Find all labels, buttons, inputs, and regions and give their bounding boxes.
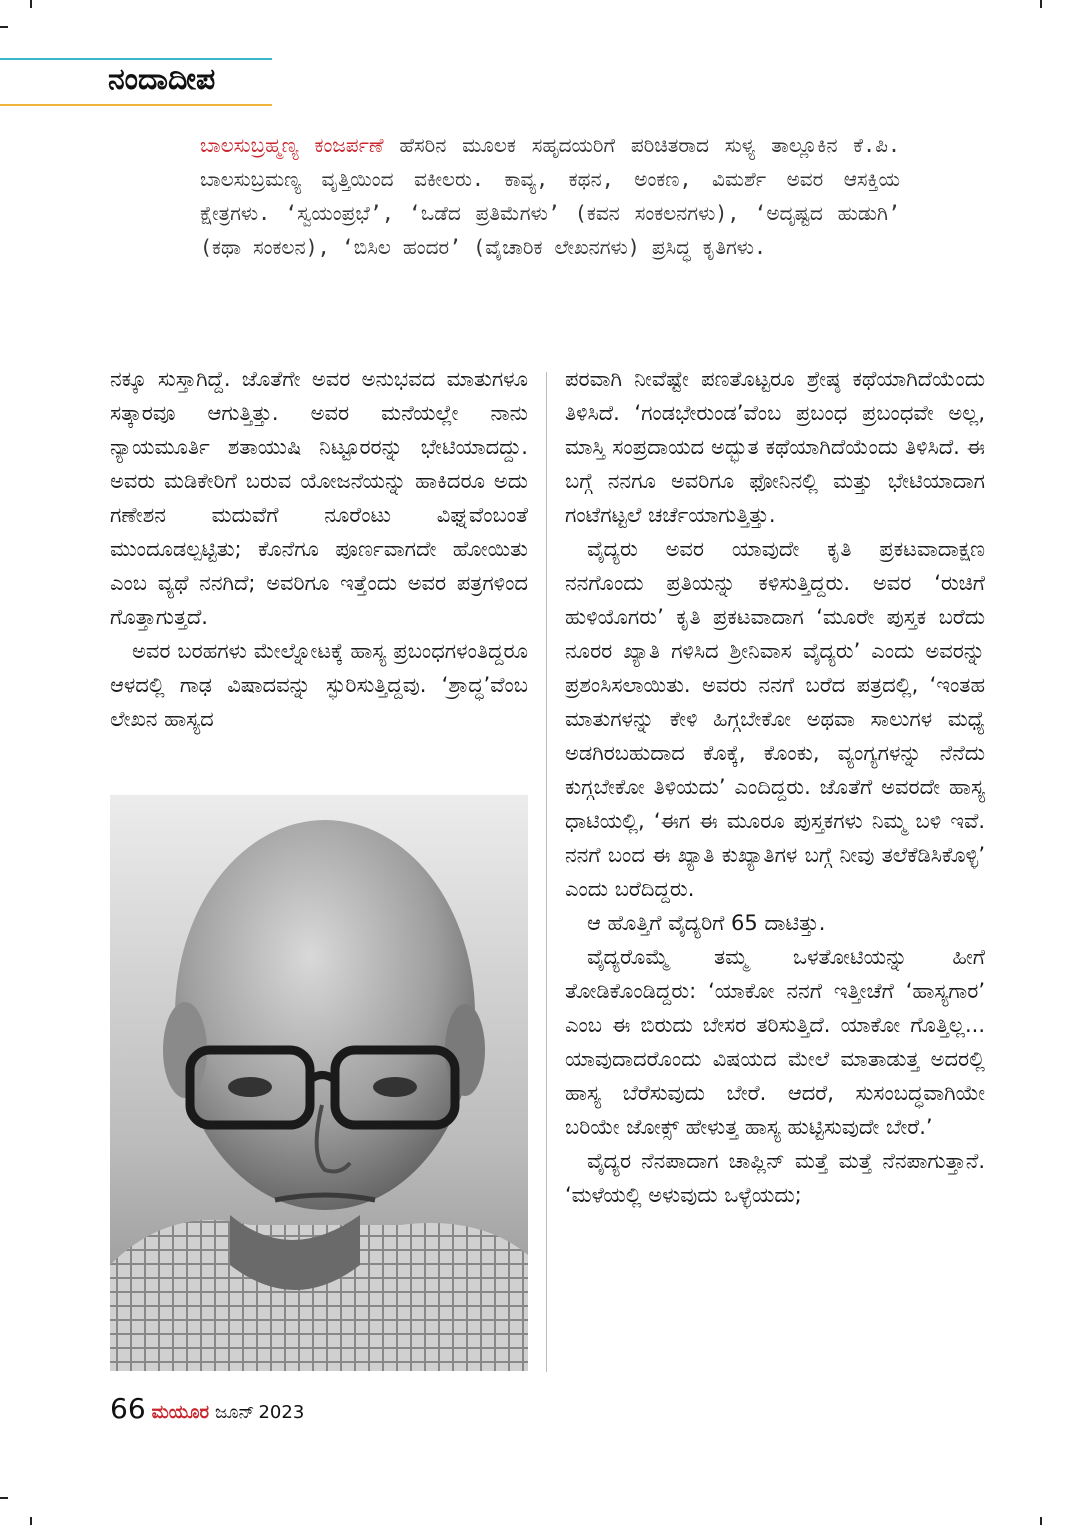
paragraph: ಅವರ ಬರಹಗಳು ಮೇಲ್ನೋಟಕ್ಕೆ ಹಾಸ್ಯ ಪ್ರಬಂಧಗಳಂತಿದ್ದರೂ ಆಳದಲ್ಲಿ ಗಾಢ ವಿಷಾದವನ್ನು ಸ್ಫುರಿಸುತ್ತಿದ್ದವು. ‘ಶ್ರಾದ್ಧ’ವೆಂಬ ಲೇಖನ ಹಾಸ್ಯದ (110, 639, 528, 731)
section-title: ನಂದಾದೀಪ (108, 62, 216, 97)
crop-mark (0, 1497, 8, 1499)
paragraph: ಪರವಾಗಿ ನೀವೆಷ್ಟೇ ಪಣತೊಟ್ಟರೂ ಶ್ರೇಷ್ಠ ಕಥೆಯಾಗಿದೆಯೆಂದು ತಿಳಿಸಿದೆ. ‘ಗಂಡಭೇರುಂಡ’ವೆಂಬ ಪ್ರಬಂಧ ಪ್ರಬಂಧವೇ ಅಲ್ಲ, ಮಾಸ್ತಿ ಸಂಪ್ರದಾಯದ ಅದ್ಭುತ ಕಥೆಯಾಗಿದೆಯೆಂದು ತಿಳಿಸಿದೆ. ಈ ಬಗ್ಗೆ ನನಗೂ ಅವರಿಗೂ ಫೋನಿನಲ್ಲಿ ಮತ್ತು ಭೇಟಿಯಾದಾಗ ಗಂಟೆಗಟ್ಟಲೆ ಚರ್ಚೆಯಾಗುತ್ತಿತ್ತು. (565, 367, 985, 527)
crop-mark (30, 0, 32, 8)
paragraph: ನಕ್ಕೂ ಸುಸ್ತಾಗಿದ್ದೆ. ಜೊತೆಗೇ ಅವರ ಅನುಭವದ ಮಾತುಗಳೂ ಸತ್ಕಾರವೂ ಆಗುತ್ತಿತ್ತು. ಅವರ ಮನೆಯಲ್ಲೇ ನಾನು ನ್ಯಾಯಮೂರ್ತಿ ಶತಾಯುಷಿ ನಿಟ್ಟೂರರನ್ನು ಭೇಟಿಯಾದದ್ದು. ಅವರು ಮಡಿಕೇರಿಗೆ ಬರುವ ಯೋಜನೆಯನ್ನು ಹಾಕಿದರೂ ಅದು ಗಣೇಶನ ಮದುವೆಗೆ ನೂರೆಂಟು ವಿಘ್ನವೆಂಬಂತೆ ಮುಂದೂಡಲ್ಪಟ್ಟಿತು; ಕೊನೆಗೂ ಪೂರ್ಣವಾಗದೇ ಹೋಯಿತು ಎಂಬ ವ್ಯಥೆ ನನಗಿದೆ; ಅವರಿಗೂ ಇತ್ತೆಂದು ಅವರ ಪತ್ರಗಳಿಂದ ಗೊತ್ತಾಗುತ್ತದೆ. (110, 367, 528, 629)
author-portrait-photo (110, 795, 528, 1371)
magazine-name: ಮಯೂರ (151, 1402, 210, 1423)
left-column (110, 362, 528, 736)
crop-mark (30, 1517, 32, 1525)
crop-mark (1040, 1517, 1042, 1525)
crop-mark (0, 26, 8, 28)
right-column (565, 362, 985, 1212)
page-footer (110, 1392, 304, 1425)
column-divider (546, 372, 547, 1372)
header-rule-top (0, 58, 272, 60)
crop-mark (1040, 0, 1042, 8)
header-rule-bottom (0, 104, 272, 106)
issue-month: ಜೂನ್ (215, 1402, 255, 1423)
paragraph: ಆ ಹೊತ್ತಿಗೆ ವೈದ್ಯರಿಗೆ 65 ದಾಟಿತ್ತು. (587, 911, 826, 935)
paragraph: ವೈದ್ಯರೊಮ್ಮೆ ತಮ್ಮ ಒಳತೋಟಿಯನ್ನು ಹೀಗೆ ತೋಡಿಕೊಂಡಿದ್ದರು: ‘ಯಾಕೋ ನನಗೆ ಇತ್ತೀಚೆಗೆ ‘ಹಾಸ್ಯಗಾರ’ ಎಂಬ ಈ ಬಿರುದು ಬೇಸರ ತರಿಸುತ್ತಿದೆ. ಯಾಕೋ ಗೊತ್ತಿಲ್ಲ... ಯಾವುದಾದರೊಂದು ವಿಷಯದ ಮೇಲೆ ಮಾತಾಡುತ್ತ ಅದರಲ್ಲಿ ಹಾಸ್ಯ ಬೆರೆಸುವುದು ಬೇರೆ. ಆದರೆ, ಸುಸಂಬದ್ಧವಾಗಿಯೇ ಬರಿಯೇ ಜೋಕ್ಸ್ ಹೇಳುತ್ತ ಹಾಸ್ಯ ಹುಟ್ಟಿಸುವುದೇ ಬೇರೆ.’ (565, 945, 985, 1139)
issue-year: 2023 (258, 1402, 305, 1423)
author-name: ಬಾಲಸುಬ್ರಹ್ಮಣ್ಯ ಕಂಜರ್ಪಣೆ (200, 133, 384, 157)
author-bio (200, 128, 900, 264)
portrait-illustration (110, 795, 528, 1371)
bio-text: ಹೆಸರಿನ ಮೂಲಕ ಸಹೃದಯರಿಗೆ ಪರಿಚಿತರಾದ ಸುಳ್ಯ ತಾಲ್ಲೂಕಿನ ಕೆ.ಪಿ. ಬಾಲಸುಬ್ರಮಣ್ಯ ವೃತ್ತಿಯಿಂದ ವಕೀಲರು. ಕಾವ್ಯ, ಕಥನ, ಅಂಕಣ, ವಿಮರ್ಶೆ ಅವರ ಆಸಕ್ತಿಯ ಕ್ಷೇತ್ರಗಳು. ‘ಸ್ವಯಂಪ್ರಭೆ’, ‘ಒಡೆದ ಪ್ರತಿಮೆಗಳು’ (ಕವನ ಸಂಕಲನಗಳು), ‘ಅದೃಷ್ಟದ ಹುಡುಗಿ’ (ಕಥಾ ಸಂಕಲನ), ‘ಬಿಸಿಲ ಹಂದರ’ (ವೈಚಾರಿಕ ಲೇಖನಗಳು) ಪ್ರಸಿದ್ಧ ಕೃತಿಗಳು. (200, 133, 900, 259)
paragraph: ವೈದ್ಯರ ನೆನಪಾದಾಗ ಚಾಪ್ಲಿನ್ ಮತ್ತೆ ಮತ್ತೆ ನೆನಪಾಗುತ್ತಾನೆ. ‘ಮಳೆಯಲ್ಲಿ ಅಳುವುದು ಒಳ್ಳೆಯದು; (565, 1149, 985, 1207)
paragraph: ವೈದ್ಯರು ಅವರ ಯಾವುದೇ ಕೃತಿ ಪ್ರಕಟವಾದಾಕ್ಷಣ ನನಗೊಂದು ಪ್ರತಿಯನ್ನು ಕಳಿಸುತ್ತಿದ್ದರು. ಅವರ ‘ರುಚಿಗೆ ಹುಳಿಯೊಗರು’ ಕೃತಿ ಪ್ರಕಟವಾದಾಗ ‘ಮೂರೇ ಪುಸ್ತಕ ಬರೆದು ನೂರರ ಖ್ಯಾತಿ ಗಳಿಸಿದ ಶ್ರೀನಿವಾಸ ವೈದ್ಯರು’ ಎಂದು ಅವರನ್ನು ಪ್ರಶಂಸಿಸಲಾಯಿತು. ಅವರು ನನಗೆ ಬರೆದ ಪತ್ರದಲ್ಲಿ, ‘ಇಂತಹ ಮಾತುಗಳನ್ನು ಕೇಳಿ ಹಿಗ್ಗಬೇಕೋ ಅಥವಾ ಸಾಲುಗಳ ಮಧ್ಯೆ ಅಡಗಿರಬಹುದಾದ ಕೊಕ್ಕೆ, ಕೊಂಕು, ವ್ಯಂಗ್ಯಗಳನ್ನು ನೆನೆದು ಕುಗ್ಗಬೇಕೋ ತಿಳಿಯದು’ ಎಂದಿದ್ದರು. ಜೊತೆಗೆ ಅವರದೇ ಹಾಸ್ಯ ಧಾಟಿಯಲ್ಲಿ, ‘ಈಗ ಈ ಮೂರೂ ಪುಸ್ತಕಗಳು ನಿಮ್ಮ ಬಳಿ ಇವೆ. ನನಗೆ ಬಂದ ಈ ಖ್ಯಾತಿ ಕುಖ್ಯಾತಿಗಳ ಬಗ್ಗೆ ನೀವು ತಲೆಕೆಡಿಸಿಕೊಳ್ಳಿ’ ಎಂದು ಬರೆದಿದ್ದರು. (565, 537, 986, 901)
page-number: 66 (110, 1392, 146, 1425)
